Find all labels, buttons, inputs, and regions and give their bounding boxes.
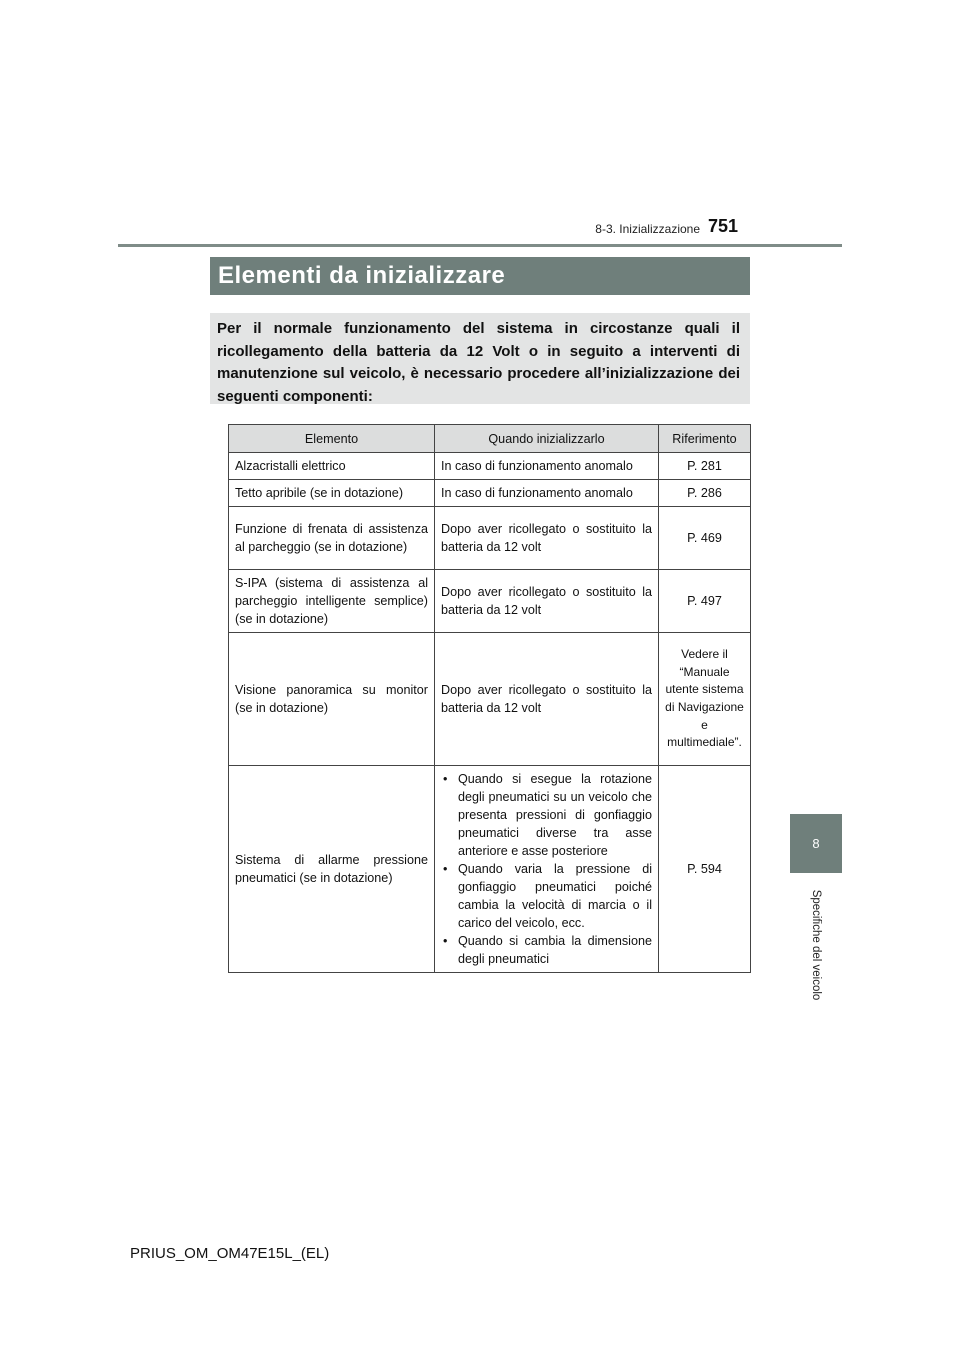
table-row [229, 633, 751, 766]
initialization-table [228, 424, 751, 973]
table-row [229, 570, 751, 633]
cell-when [435, 766, 659, 973]
cell-reference: P. 594 [659, 766, 751, 973]
chapter-tab: 8 [790, 814, 842, 873]
column-header-when: Quando inizializzarlo [435, 425, 659, 453]
table-row [229, 480, 751, 507]
cell-element: S-IPA (sistema di assistenza al parcheggio intelligente semplice) (se in dotazione) [229, 570, 435, 633]
cell-reference: P. 286 [659, 480, 751, 507]
table-row [229, 453, 751, 480]
cell-element: Funzione di frenata di assistenza al parcheggio (se in dotazione) [229, 507, 435, 570]
cell-reference: Vedere il “Manuale utente sistema di Navigazione e multimediale”. [659, 633, 751, 766]
list-item: • Quando varia la pressione di gonfiaggio pneumatici poiché cambia la velocità di marcia o il carico del veicolo, ecc. [441, 860, 652, 932]
cell-reference: P. 497 [659, 570, 751, 633]
column-header-reference: Riferimento [659, 425, 751, 453]
cell-when: In caso di funzionamento anomalo [435, 453, 659, 480]
page-title: Elementi da inizializzare [210, 257, 750, 295]
cell-element: Tetto apribile (se in dotazione) [229, 480, 435, 507]
list-item: • Quando si esegue la rotazione degli pneumatici su un veicolo che presenta pressioni di gonfiaggio pneumatici diverse tra asse anteriore e asse posteriore [441, 770, 652, 860]
when-list [441, 770, 652, 968]
table-row [229, 507, 751, 570]
document-code: PRIUS_OM_OM47E15L_(EL) [130, 1245, 330, 1262]
chapter-title-container [796, 880, 836, 1010]
cell-when: In caso di funzionamento anomalo [435, 480, 659, 507]
cell-element: Alzacristalli elettrico [229, 453, 435, 480]
section-label: 8-3. Inizializzazione [595, 222, 700, 236]
cell-element: Visione panoramica su monitor (se in dotazione) [229, 633, 435, 766]
cell-reference: P. 469 [659, 507, 751, 570]
table-header-row [229, 425, 751, 453]
chapter-title: Specifiche del veicolo [810, 889, 822, 1001]
cell-when: Dopo aver ricollegato o sostituito la batteria da 12 volt [435, 633, 659, 766]
cell-when: Dopo aver ricollegato o sostituito la batteria da 12 volt [435, 570, 659, 633]
list-item: • Quando si cambia la dimensione degli pneumatici [441, 932, 652, 968]
column-header-element: Elemento [229, 425, 435, 453]
page-number: 751 [708, 216, 739, 236]
cell-when: Dopo aver ricollegato o sostituito la batteria da 12 volt [435, 507, 659, 570]
table-row [229, 766, 751, 973]
cell-reference: P. 281 [659, 453, 751, 480]
intro-paragraph: Per il normale funzionamento del sistema in circostanze quali il ricollegamento della batteria da 12 Volt o in seguito a interventi di manutenzione sul veicolo, è necessario procedere all’inizializzazione dei seguenti componenti: [210, 313, 750, 404]
header-divider [118, 244, 842, 247]
cell-element: Sistema di allarme pressione pneumatici (se in dotazione) [229, 766, 435, 973]
